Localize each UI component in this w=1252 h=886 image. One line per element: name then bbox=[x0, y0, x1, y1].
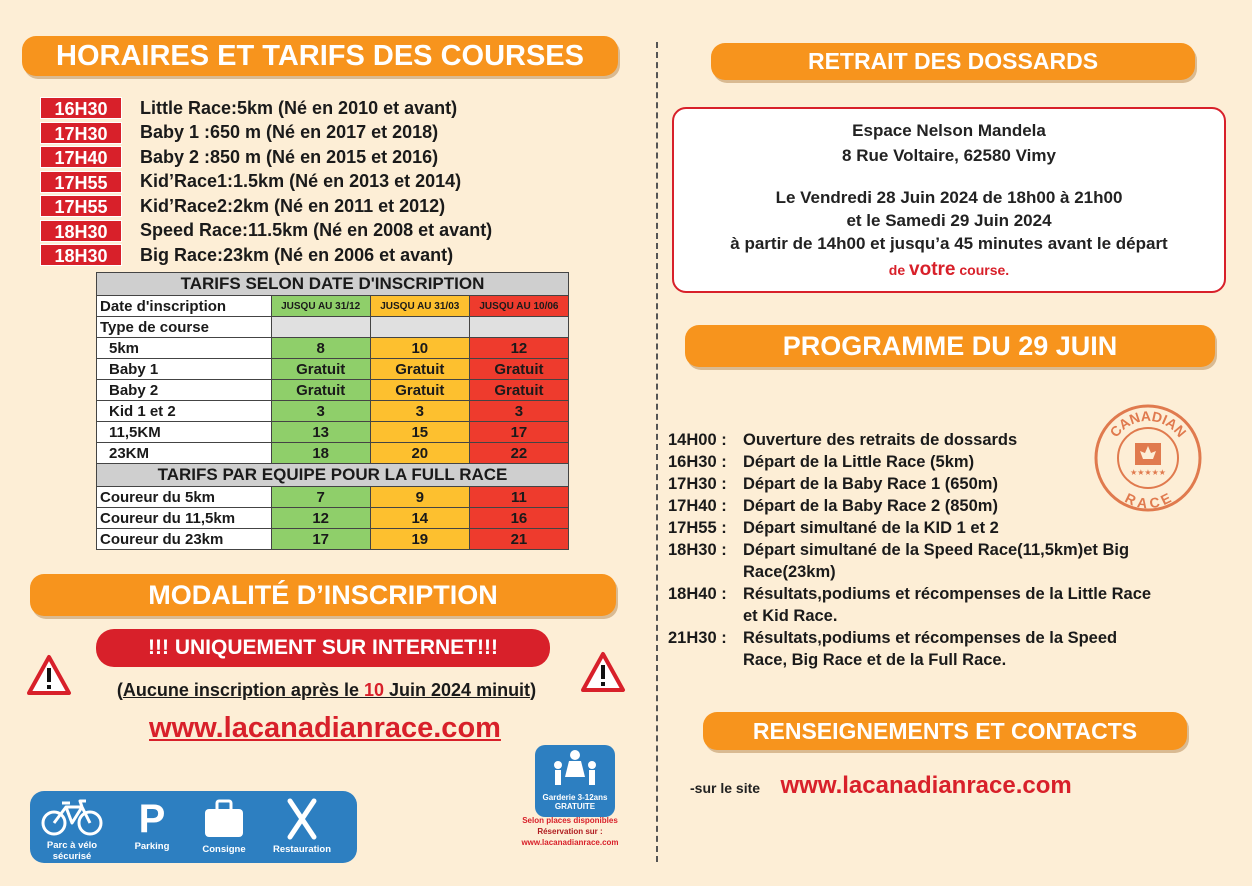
schedule-row bbox=[40, 170, 492, 195]
schedule-row bbox=[40, 121, 492, 146]
contact-prefix: -sur le site bbox=[690, 780, 761, 796]
period-header: JUSQU AU 31/03 bbox=[370, 296, 469, 317]
website-link[interactable]: www.lacanadianrace.com bbox=[149, 712, 501, 744]
time-badge: 18H30 bbox=[40, 220, 122, 242]
table-row: Baby 1 Gratuit Gratuit Gratuit bbox=[97, 359, 569, 380]
contacts-title: RENSEIGNEMENTS ET CONTACTS bbox=[703, 712, 1187, 750]
retrait-info-box: Espace Nelson Mandela 8 Rue Voltaire, 62580 Vimy Le Vendredi 28 Juin 2024 de 18h00 à 21h00 et le Samedi 29 Juin 2024 à partir de 14h00 et jusqu’a 45 minutes avant le départ de votre course. bbox=[672, 107, 1226, 293]
retrait-title: RETRAIT DES DOSSARDS bbox=[711, 43, 1195, 80]
programme-title: PROGRAMME DU 29 JUIN bbox=[685, 325, 1215, 367]
modalite-title: MODALITÉ D’INSCRIPTION bbox=[30, 574, 616, 616]
time-badge: 17H30 bbox=[40, 122, 122, 144]
amenity-parking: P Parking bbox=[126, 797, 178, 852]
internet-only-banner: !!! UNIQUEMENT SUR INTERNET!!! bbox=[96, 629, 550, 667]
family-icon bbox=[545, 749, 605, 789]
programme-item: 16H30 : Départ de la Little Race (5km) bbox=[668, 453, 975, 471]
svg-text:RACE: RACE bbox=[1122, 489, 1174, 512]
table-row: Coureur du 5km 7 9 11 bbox=[97, 487, 569, 508]
programme-item: 14H00 : Ouverture des retraits de dossards bbox=[668, 431, 1018, 449]
tarifs-table bbox=[96, 272, 569, 550]
amenity-bike: Parc à vélo sécurisé bbox=[38, 797, 106, 862]
warning-icon bbox=[580, 651, 626, 693]
restaurant-icon bbox=[282, 797, 322, 841]
programme-item: 17H30 : Départ de la Baby Race 1 (650m) bbox=[668, 475, 998, 493]
contact-line bbox=[690, 772, 1072, 800]
warning-icon bbox=[26, 654, 72, 696]
period-header: JUSQU AU 31/12 bbox=[271, 296, 370, 317]
programme-item: 21H30 : Résultats,podiums et récompenses de la Speed Race, Big Race et de la Full Race. bbox=[668, 629, 1118, 669]
amenity-consigne: Consigne bbox=[194, 797, 254, 855]
programme-list bbox=[668, 429, 1163, 671]
race-label: Speed Race:11.5km (Né en 2008 et avant) bbox=[140, 220, 493, 241]
schedule-list bbox=[40, 96, 492, 268]
schedule-row bbox=[40, 145, 492, 170]
programme-item: 17H55 : Départ simultané de la KID 1 et 2 bbox=[668, 519, 999, 537]
date-label: Date d'inscription bbox=[97, 296, 272, 317]
time-badge: 16H30 bbox=[40, 97, 122, 119]
bicycle-icon bbox=[38, 797, 106, 837]
svg-text:CANADIAN: CANADIAN bbox=[1106, 407, 1190, 441]
tarifs-title: TARIFS SELON DATE D'INSCRIPTION bbox=[97, 273, 569, 296]
table-row: 5km 8 10 12 bbox=[97, 338, 569, 359]
table-row: Baby 2 Gratuit Gratuit Gratuit bbox=[97, 380, 569, 401]
race-label: Kid’Race2:2km (Né en 2011 et 2012) bbox=[140, 195, 446, 216]
column-divider bbox=[656, 42, 658, 862]
amenities-panel bbox=[30, 791, 357, 863]
registration-deadline-notice: (Aucune inscription après le 10 Juin 2024 minuit) bbox=[116, 680, 537, 700]
period-header: JUSQU AU 10/06 bbox=[469, 296, 568, 317]
horaires-title: HORAIRES ET TARIFS DES COURSES bbox=[22, 36, 618, 76]
time-badge: 17H55 bbox=[40, 195, 122, 217]
schedule-row bbox=[40, 219, 492, 244]
programme-item: 18H30 : Départ simultané de la Speed Race(11,5km)et Big Race(23km) bbox=[668, 541, 1130, 581]
programme-item: 18H40 : Résultats,podiums et récompenses de la Little Race et Kid Race. bbox=[668, 585, 1152, 625]
amenity-restauration: Restauration bbox=[268, 797, 336, 855]
type-label: Type de course bbox=[97, 317, 272, 338]
programme-item: 17H40 : Départ de la Baby Race 2 (850m) bbox=[668, 497, 998, 515]
table-row: Coureur du 11,5km 12 14 16 bbox=[97, 508, 569, 529]
race-label: Baby 2 :850 m (Né en 2015 et 2016) bbox=[140, 146, 439, 167]
table-row: Kid 1 et 2 3 3 3 bbox=[97, 401, 569, 422]
schedule-row bbox=[40, 194, 492, 219]
race-label: Big Race:23km (Né en 2006 et avant) bbox=[140, 244, 454, 265]
table-row: Coureur du 23km 17 19 21 bbox=[97, 529, 569, 550]
race-label: Kid’Race1:1.5km (Né en 2013 et 2014) bbox=[140, 171, 462, 192]
svg-text:★★★★★: ★★★★★ bbox=[1130, 468, 1166, 477]
time-badge: 17H40 bbox=[40, 146, 122, 168]
team-tarifs-title: TARIFS PAR EQUIPE POUR LA FULL RACE bbox=[97, 464, 569, 487]
parking-icon: P bbox=[138, 797, 166, 841]
garderie-badge: Garderie 3-12ans GRATUITE bbox=[535, 745, 615, 817]
table-row: 23KM 18 20 22 bbox=[97, 443, 569, 464]
table-row: 11,5KM 13 15 17 bbox=[97, 422, 569, 443]
luggage-icon bbox=[201, 797, 247, 841]
time-badge: 18H30 bbox=[40, 244, 122, 266]
schedule-row bbox=[40, 96, 492, 121]
time-badge: 17H55 bbox=[40, 171, 122, 193]
race-label: Little Race:5km (Né en 2010 et avant) bbox=[140, 97, 458, 118]
garderie-note: Selon places disponibles Réservation sur : www.lacanadianrace.com bbox=[521, 816, 619, 847]
schedule-row bbox=[40, 243, 492, 268]
race-label: Baby 1 :650 m (Né en 2017 et 2018) bbox=[140, 122, 439, 143]
contact-website-link[interactable]: www.lacanadianrace.com bbox=[780, 772, 1072, 799]
